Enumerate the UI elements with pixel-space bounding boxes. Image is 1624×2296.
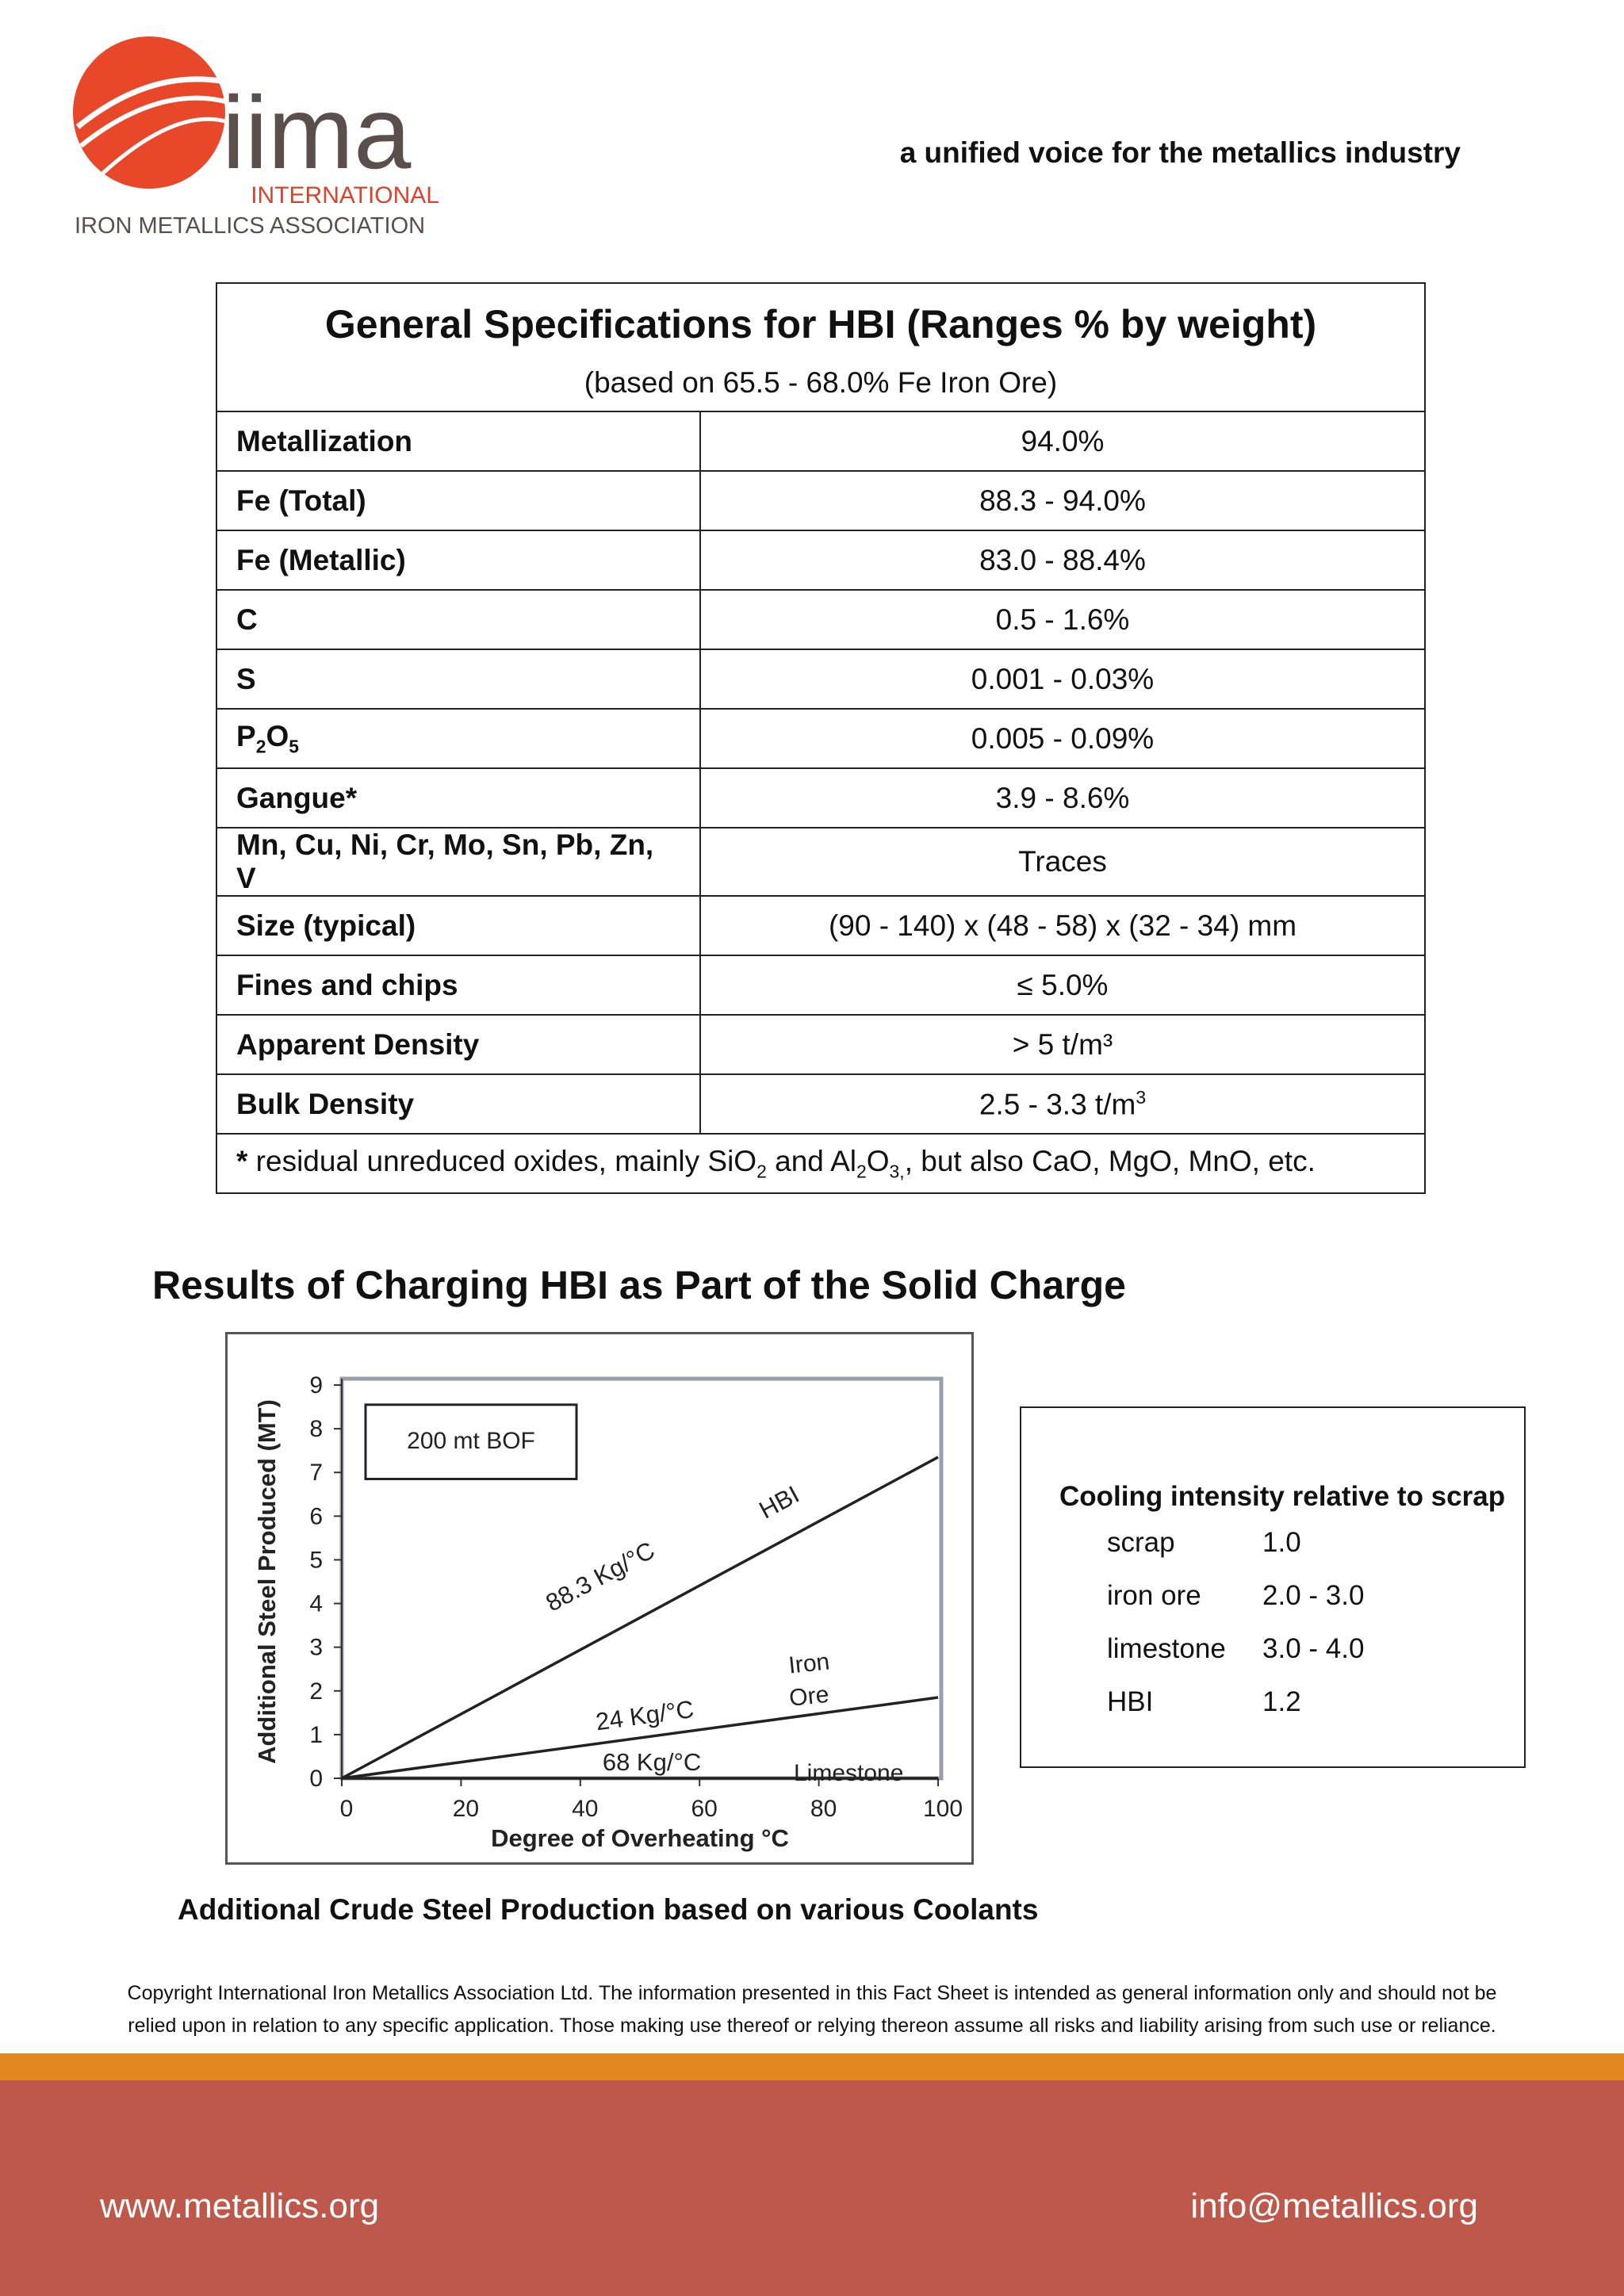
cooling-material: iron ore [1107,1580,1201,1611]
cooling-material: scrap [1107,1527,1175,1558]
overheating-chart [228,1334,971,1862]
spec-label: Fe (Metallic) [216,530,700,590]
formula-part: O [266,719,289,752]
chart-frame [225,1332,974,1865]
logo-subtitle-international: INTERNATIONAL [251,182,439,209]
tagline: a unified voice for the metallics industry [899,136,1461,169]
spec-row [216,896,1425,955]
spec-footnote [216,1134,1425,1193]
spec-row [216,411,1425,471]
series-name-label: Iron [787,1648,831,1679]
x-tick-label: 40 [572,1796,599,1822]
y-tick-label: 7 [309,1460,323,1487]
y-tick-label: 6 [309,1503,323,1530]
y-tick-label: 4 [309,1590,323,1617]
x-axis-label: Degree of Overheating °C [491,1824,789,1852]
x-tick-label: 80 [810,1796,837,1822]
bof-box-label: 200 mt BOF [407,1427,535,1454]
spec-value: 0.001 - 0.03% [700,649,1425,709]
spec-row [216,649,1425,709]
spec-row [216,1015,1425,1074]
cooling-material: limestone [1107,1633,1226,1664]
spec-value: ≤ 5.0% [700,955,1425,1015]
footnote-text: residual unreduced oxides, mainly SiO [247,1144,757,1177]
spec-row [216,590,1425,649]
hbi-spec-table [216,282,1426,1194]
x-tick-label: 100 [922,1796,963,1822]
spec-label: Apparent Density [216,1015,700,1074]
spec-label-p2o5 [216,709,700,768]
copyright-notice [79,1977,1545,2042]
cooling-row [1107,1633,1364,1686]
formula-part: P [236,719,256,752]
footer-stripe [0,2053,1624,2080]
series-name-label: Ore [787,1681,830,1712]
spec-value: 83.0 - 88.4% [700,530,1425,590]
value-text: 2.5 - 3.3 t/m [979,1088,1136,1121]
x-tick-label: 60 [691,1796,718,1822]
value-superscript: 3 [1136,1086,1147,1108]
spec-row [216,1074,1425,1134]
spec-header-cell [216,283,1425,411]
spec-label: Gangue* [216,768,700,828]
series-rate-label: 88.3 Kg/°C [541,1536,660,1617]
cooling-material: HBI [1107,1686,1154,1717]
website-link[interactable]: www.metallics.org [100,2187,380,2225]
email-link[interactable]: info@metallics.org [1190,2187,1478,2225]
spec-label: Metallization [216,411,700,471]
logo-wordmark: iima [222,75,412,190]
spec-footnote-row [216,1134,1425,1193]
cooling-row [1107,1527,1364,1580]
spec-value: 3.9 - 8.6% [700,768,1425,828]
series-line [342,1457,938,1778]
footnote-subscript: 2 [856,1161,867,1182]
y-axis-label: Additional Steel Produced (MT) [253,1399,281,1764]
x-tick-label: 20 [452,1796,480,1822]
cooling-value: 1.0 [1262,1527,1301,1558]
spec-label: Fe (Total) [216,471,700,530]
results-title: Results of Charging HBI as Part of the Solid Charge [152,1263,1126,1307]
cooling-value: 3.0 - 4.0 [1262,1633,1365,1664]
series-rate-label: 68 Kg/°C [602,1748,702,1777]
y-tick-label: 2 [309,1678,323,1705]
spec-title: General Specifications for HBI (Ranges % by weight) [324,302,1317,346]
logo-subtitle-association: IRON METALLICS ASSOCIATION [75,213,426,239]
y-tick-label: 1 [309,1721,323,1748]
copyright-line: Copyright International Iron Metallics Association Ltd. The information presented in this Fact Sheet is intended as general information only and should not be [127,1982,1497,2004]
spec-label: C [216,590,700,649]
spec-label: Fines and chips [216,955,700,1015]
y-tick-label: 3 [309,1634,323,1661]
iima-logo [73,35,446,241]
spec-value: 0.5 - 1.6% [700,590,1425,649]
cooling-row [1107,1686,1364,1739]
spec-row [216,471,1425,530]
formula-subscript: 2 [255,736,266,757]
footnote-subscript: 2 [756,1161,767,1182]
y-tick-label: 0 [309,1766,323,1792]
y-tick-label: 8 [309,1416,323,1443]
x-tick-label: 0 [339,1796,354,1822]
spec-value: Traces [700,828,1425,896]
cooling-value: 2.0 - 3.0 [1262,1580,1365,1611]
spec-row [216,530,1425,590]
spec-label: Bulk Density [216,1074,700,1134]
cooling-title: Cooling intensity relative to scrap [1059,1481,1506,1512]
chart-caption: Additional Crude Steel Production based on various Coolants [178,1893,1039,1926]
series-name-label: HBI [754,1480,804,1525]
spec-value: 88.3 - 94.0% [700,471,1425,530]
footnote-text: O [866,1144,890,1177]
cooling-intensity-box [1020,1406,1526,1768]
cooling-list [1107,1527,1364,1739]
series-rate-label: 24 Kg/°C [594,1695,696,1736]
spec-header-row [216,283,1425,411]
spec-row [216,955,1425,1015]
y-tick-label: 9 [309,1372,323,1399]
footnote-text: , but also CaO, MgO, MnO, etc. [904,1144,1316,1177]
spec-row [216,768,1425,828]
footnote-subscript: 3, [889,1161,905,1182]
cooling-row [1107,1580,1364,1633]
series-name-label: Limestone [793,1759,904,1786]
spec-value-bulk-density [700,1074,1425,1134]
copyright-line: relied upon in relation to any specific application. Those making use thereof or relying thereon assume all risks and liability arising from such use or reliance. [128,2015,1496,2037]
spec-value: 0.005 - 0.09% [700,709,1425,768]
cooling-value: 1.2 [1262,1686,1301,1717]
footnote-text: and Al [766,1144,856,1177]
y-tick-label: 5 [309,1547,323,1574]
formula-subscript: 5 [289,736,299,757]
spec-row [216,709,1425,768]
spec-label: S [216,649,700,709]
spec-label: Mn, Cu, Ni, Cr, Mo, Sn, Pb, Zn, V [216,828,700,896]
spec-value: 94.0% [700,411,1425,471]
spec-row [216,828,1425,896]
spec-subtitle: (based on 65.5 - 68.0% Fe Iron Ore) [584,366,1058,399]
footnote-star: * [236,1144,248,1177]
spec-label: Size (typical) [216,896,700,955]
spec-value: > 5 t/m³ [700,1015,1425,1074]
spec-value: (90 - 140) x (48 - 58) x (32 - 34) mm [700,896,1425,955]
